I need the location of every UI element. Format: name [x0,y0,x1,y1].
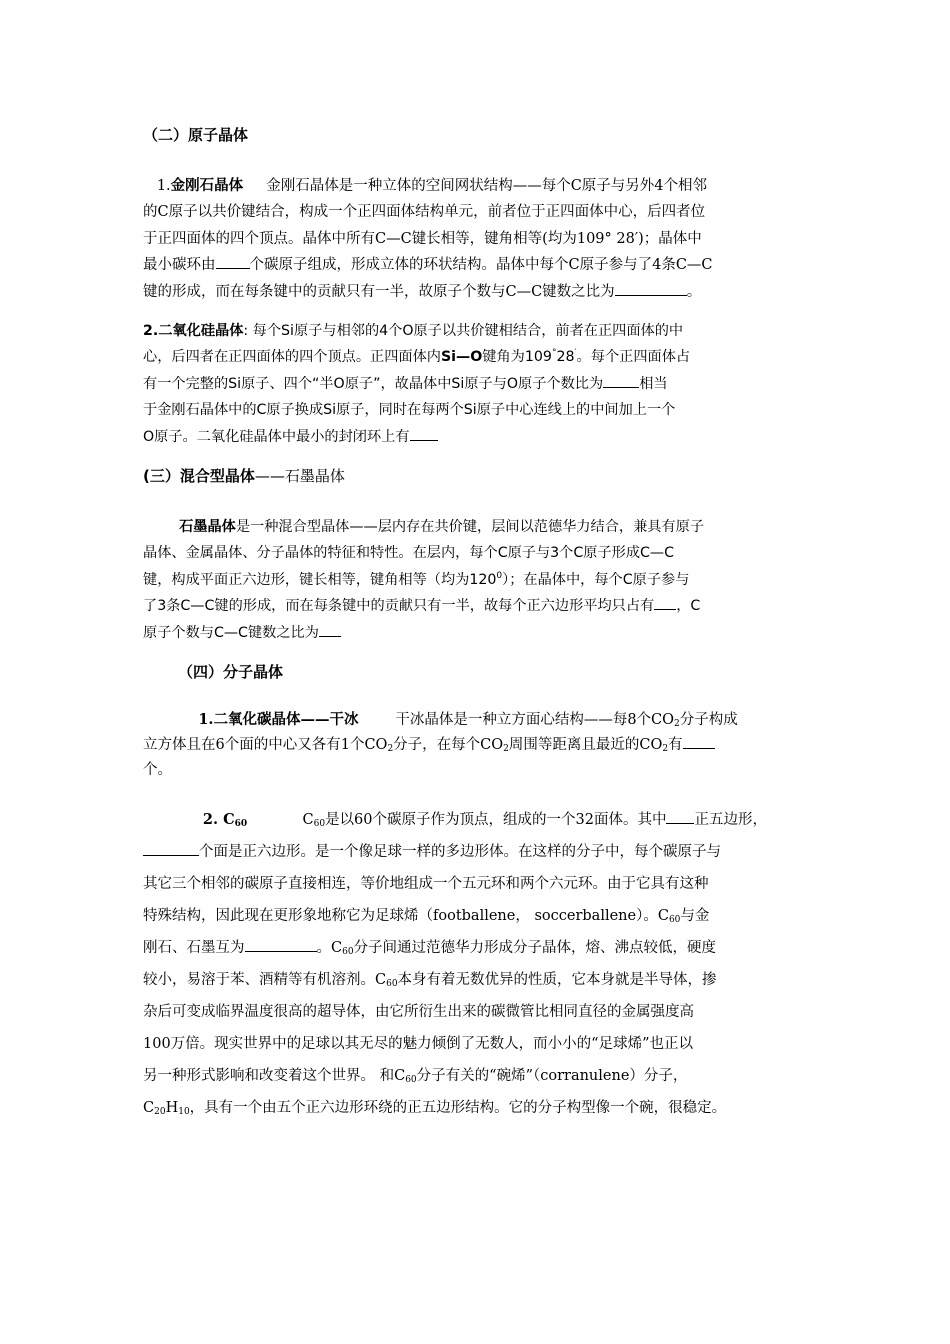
paragraph-line: 2.二氧化硅晶体: 每个Si原子与相邻的4个O原子以共价键相结合，前者在正四面体的中 [143,323,684,339]
dry-ice-title: 1.二氧化碳晶体——干冰 [198,711,359,728]
paragraph-line: 心，后四者在正四面体的四个顶点。正四面体内Si—O键角为109°28′。每个正四面体占 [143,348,691,366]
paragraph-diamond: 1.金刚石晶体 金刚石晶体是一种立体的空间网状结构——每个C原子与另外4个相邻 的C原子以共价键结合，构成一个正四面体结构单元，前者位于正四面体中心，后四者位 于正四面体的四个顶点。晶体中所有C—C键长相等，键角相等(均为109° 28′)；晶体中 最小碳环由 个碳原子组成，形成立体的环状结构。晶体中每个C原子参与了4条C—C 键的形成，而在每条键中的贡献只有一半，故原子个数与C—C键数之比为 。 [143,173,815,305]
paragraph-graphite: 石墨晶体是一种混合型晶体——层内存在共价键，层间以范德华力结合，兼具有原子 晶体、金属晶体、分子晶体的特征和特性。在层内，每个C原子与3个C原子形成C—C 键，构成平面正六边形，键长相等，键角相等（均为$120^0$）；在晶体中，每个C原子参与 了3条C—C键的形成，而在每条键中的贡献只有一半，故每个正六边形平均只占有 ，C 原子个数与C—C键数之比为 [143,514,815,646]
paragraph-line: 刚石、石墨互为 。$C_{60}$分子间通过范德华力形成分子晶体，熔、沸点较低，硬度 [143,932,815,964]
paragraph-dry-ice: 1.二氧化碳晶体——干冰 干冰晶体是一种立方面心结构——每8个$CO_2$分子构成 立方体且在6个面的中心又各有1个$CO_2$分子，在每个$CO_2$周围等距离且最近的$CO_2$有 个。 [143,708,815,782]
paragraph-line: O原子。二氧化硅晶体中最小的封闭环上有 [143,424,815,450]
answer-blank [603,373,639,388]
paragraph-c60: 2. $C_{60}$ $C_{60}$是以60个碳原子作为顶点，组成的一个32面体。其中 正五边形， 个面是正六边形。是一个像足球一样的多边形体。在这样的分子中，每个碳原子与 其它三个相邻的碳原子直接相连，等价地组成一个五元环和两个六元环。由于它具有这种 特殊结构，因此现在更形象地称它为足球烯（footballene， soccerballene）。$C_{60}$与金 刚石、石墨互为 。$C_{60}$分子间通过范德华力形成分子晶体，熔、沸点较低，硬度 较小，易溶于苯、酒精等有机溶剂。$C_{60}$本身有着无数优异的性质，它本身就是半导体，掺 杂后可变成临界温度很高的超导体，由它所衍生出来的碳微管比相同直径的金属强度高 100万倍。现实世界中的足球以其无尽的魅力倾倒了无数人，而小小的“足球烯”也正以 另一种形式影响和改变着这个世界。 和$C_{60}$分子有关的“碗烯”（corranulene）分子， $C_{20}H_{10}$，具有一个由五个正六边形环绕的正五边形结构。它的分子构型像一个碗，很稳定。 [143,804,815,1124]
c60-title: 2. $C_{60}$ [202,811,248,829]
paragraph-line: 键，构成平面正六边形，键长相等，键角相等（均为$120^0$）；在晶体中，每个C原子参与 [143,570,690,588]
answer-blank [216,254,250,269]
answer-blank [654,595,676,610]
paragraph-line: 立方体且在6个面的中心又各有1个$CO_2$分子，在每个$CO_2$周围等距离且最近的$CO_2$有 [143,733,815,758]
section-heading-mixed-crystal: (三）混合型晶体——石墨晶体 [143,467,345,485]
paragraph-line: 了3条C—C键的形成，而在每条键中的贡献只有一半，故每个正六边形平均只占有 ，C [143,593,815,619]
paragraph-line: 个面是正六边形。是一个像足球一样的多边形体。在这样的分子中，每个碳原子与 [143,836,815,868]
answer-blank [319,622,341,637]
paragraph-line: $C_{20}H_{10}$，具有一个由五个正六边形环绕的正五边形结构。它的分子构型像一个碗，很稳定。 [143,1100,727,1117]
answer-blank [410,426,438,441]
paragraph-line: 特殊结构，因此现在更形象地称它为足球烯（footballene， soccerballene）。$C_{60}$与金 [143,908,710,925]
diamond-title: 金刚石晶体 [170,177,244,194]
section-heading-atomic-crystal: （二）原子晶体 [143,126,249,144]
answer-blank [615,281,687,296]
graphite-title: 石墨晶体 [179,519,236,535]
answer-blank [143,841,199,856]
paragraph-line: 原子个数与C—C键数之比为 [143,620,815,646]
paragraph-line: 键的形成，而在每条键中的贡献只有一半，故原子个数与C—C键数之比为 。 [143,279,815,305]
paragraph-line: 最小碳环由 个碳原子组成，形成立体的环状结构。晶体中每个C原子参与了4条C—C [143,252,815,278]
silica-title: 2.二氧化硅晶体 [143,323,244,339]
answer-blank [245,937,317,952]
paragraph-line: 较小，易溶于苯、酒精等有机溶剂。$C_{60}$本身有着无数优异的性质，它本身就是半导体，掺 [143,972,717,989]
paragraph-line: 1.二氧化碳晶体——干冰 干冰晶体是一种立方面心结构——每8个$CO_2$分子构成 [198,711,738,729]
section-heading-molecular-crystal: （四）分子晶体 [178,663,284,681]
paragraph-silica: 2.二氧化硅晶体: 每个Si原子与相邻的4个O原子以共价键相结合，前者在正四面体的中 心，后四者在正四面体的四个顶点。正四面体内Si—O键角为109°28′。每个正四面体占 有一个完整的Si原子、四个“半O原子”，故晶体中Si原子与O原子个数比为 相当 于金刚石晶体中的C原子换成Si原子，同时在每两个Si原子中心连线上的中间加上一个 O原子。二氧化硅晶体中最小的封闭环上有 [143,318,815,450]
paragraph-line: 2. $C_{60}$ $C_{60}$是以60个碳原子作为顶点，组成的一个32面体。其中 正五边形， [202,811,767,829]
answer-blank [683,734,715,749]
paragraph-line: 另一种形式影响和改变着这个世界。 和$C_{60}$分子有关的“碗烯”（corranulene）分子， [143,1068,688,1085]
answer-blank [666,809,694,824]
paragraph-line: 1.金刚石晶体 金刚石晶体是一种立体的空间网状结构——每个C原子与另外4个相邻 [156,177,708,194]
paragraph-line: 石墨晶体是一种混合型晶体——层内存在共价键，层间以范德华力结合，兼具有原子 [179,519,705,535]
paragraph-line: 有一个完整的Si原子、四个“半O原子”，故晶体中Si原子与O原子个数比为 相当 [143,371,815,397]
